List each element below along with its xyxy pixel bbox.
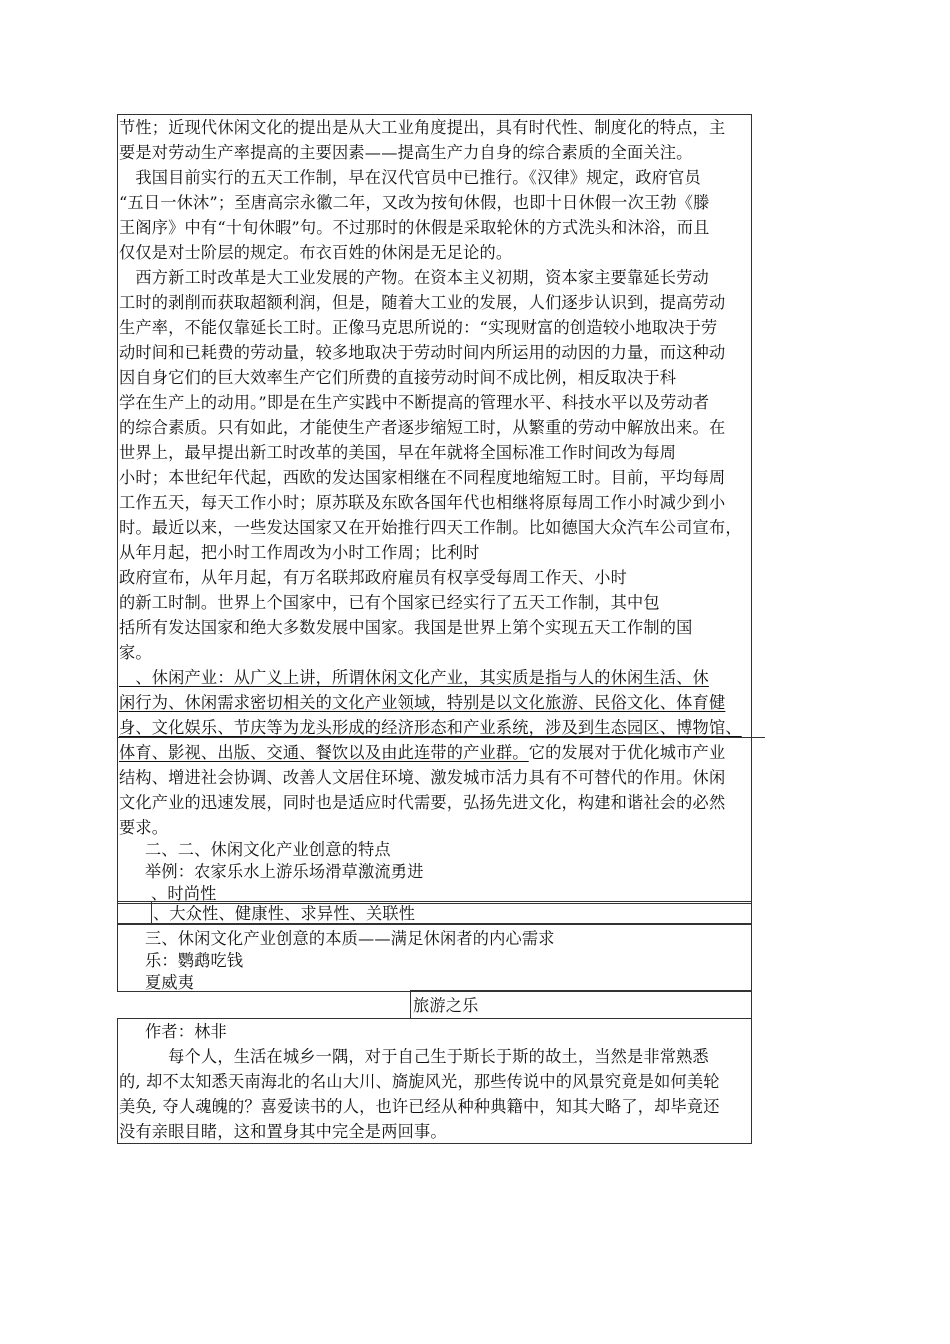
body-line: 工作五天，每天工作小时；原苏联及东欧各国年代也相继将原每周工作小时减少到小 <box>119 493 726 512</box>
examples-line: 举例：农家乐水上游乐场滑草激流勇进 <box>145 862 424 881</box>
body-line: 小时；本世纪年代起，西欧的发达国家相继在不同程度地缩短工时。目前，平均每周 <box>119 468 726 487</box>
body-line: 西方新工时改革是大工业发展的产物。在资本主义初期，资本家主要靠延长劳动 <box>119 268 709 287</box>
body-line: 世界上，最早提出新工时改革的美国，早在年就将全国标准工作时间改为每周 <box>119 443 677 462</box>
essay-author: 作者：林非 <box>145 1022 227 1041</box>
leisure-line: 文化产业的迅速发展，同时也是适应时代需要，弘扬先进文化，构建和谐社会的必然 <box>119 793 726 812</box>
body-line: 生产率，不能仅靠延长工时。正像马克思所说的：“实现财富的创造较小地取决于劳 <box>119 318 718 337</box>
trait-item: 、时尚性 <box>151 884 217 903</box>
body-line: 仅仅是对士阶层的规定。布衣百姓的休闲是无足论的。 <box>119 243 513 262</box>
body-line: 我国目前实行的五天工作制，早在汉代官员中已推行。《汉律》规定，政府官员 <box>119 168 701 187</box>
body-line: “五日一休沐”；至唐高宗永徽二年，又改为按旬休假，也即十日休假一次王勃《滕 <box>119 193 710 212</box>
body-line: 的新工时制。世界上个国家中，已有个国家已经实行了五天工作制，其中包 <box>119 593 660 612</box>
joy-line: 乐：鹦鹉吃钱 <box>145 951 244 970</box>
body-line: 的综合素质。只有如此，才能使生产者逐步缩短工时，从繁重的劳动中解放出来。在 <box>119 418 726 437</box>
leisure-definition-line: 、休闲产业：从广义上讲，所谓休闲文化产业，其实质是指与人的休闲生活、休 <box>119 668 709 687</box>
body-line: 动时间和已耗费的劳动量，较多地取决于劳动时间内所运用的动因的力量，而这种动 <box>119 343 726 362</box>
essay-title: 旅游之乐 <box>413 996 479 1015</box>
leisure-definition-line: 身、文化娱乐、节庆等为龙头形成的经济形态和产业系统，涉及到生态园区、博物馆、 <box>119 718 742 737</box>
leisure-line: 结构、增进社会协调、改善人文居住环境、激发城市活力具有不可替代的作用。休闲 <box>119 768 726 787</box>
body-line: 因自身它们的巨大效率生产它们所费的直接劳动时间不成比例，相反取决于科 <box>119 368 677 387</box>
essay-line: 每个人，生活在城乡一隅，对于自己生于斯长于斯的故土，当然是非常熟悉 <box>119 1047 709 1066</box>
body-line: 从年月起，把小时工作周改为小时工作周；比利时 <box>119 543 480 562</box>
body-line: 要是对劳动生产率提高的主要因素——提高生产力自身的综合素质的全面关注。 <box>119 143 693 162</box>
hawaii-line: 夏威夷 <box>145 973 195 992</box>
essay-line: 没有亲眼目睹，这和置身其中完全是两回事。 <box>119 1122 447 1141</box>
body-line: 家。 <box>119 643 152 662</box>
body-line: 括所有发达国家和绝大多数发展中国家。我国是世界上第个实现五天工作制的国 <box>119 618 693 637</box>
essay-line: 的, 却不太知悉天南海北的名山大川、旖旎风光，那些传说中的风景究竟是如何美轮 <box>119 1072 720 1091</box>
leisure-line: 要求。 <box>119 818 169 837</box>
section3-heading: 三、休闲文化产业创意的本质——满足休闲者的内心需求 <box>145 929 555 948</box>
leisure-definition-line: 闲行为、休闲需求密切相关的文化产业领域，特别是以文化旅游、民俗文化、体育健 <box>119 693 726 712</box>
leisure-line-rest: 它的发展对于优化城市产业 <box>528 743 726 762</box>
body-line: 时。最近以来，一些发达国家又在开始推行四天工作制。比如德国大众汽车公司宣布， <box>119 518 742 537</box>
essay-line: 美奂, 夺人魂魄的？喜爱读书的人，也许已经从种种典籍中，知其大略了，却毕竟还 <box>119 1097 720 1116</box>
body-line: 工时的剥削而获取超额利润，但是，随着大工业的发展，人们逐步认识到，提高劳动 <box>119 293 726 312</box>
leisure-line-mixed <box>119 741 725 765</box>
section2-heading: 二、二、休闲文化产业创意的特点 <box>145 840 391 859</box>
body-line: 学在生产上的动用。”即是在生产实践中不断提高的管理水平、科技水平以及劳动者 <box>119 393 710 412</box>
body-line: 王阁序》中有“十旬休暇”句。不过那时的休假是采取轮休的方式洗头和沐浴，而且 <box>119 218 710 237</box>
body-line: 政府宣布，从年月起，有万名联邦政府雇员有权享受每周工作天、小时 <box>119 568 628 587</box>
trait-item: 、大众性、健康性、求异性、关联性 <box>153 904 416 923</box>
body-line: 节性；近现代休闲文化的提出是从大工业角度提出，具有时代性、制度化的特点，主 <box>119 118 726 137</box>
leisure-definition-end: 体育、影视、出版、交通、餐饮以及由此连带的产业群。 <box>119 743 529 762</box>
